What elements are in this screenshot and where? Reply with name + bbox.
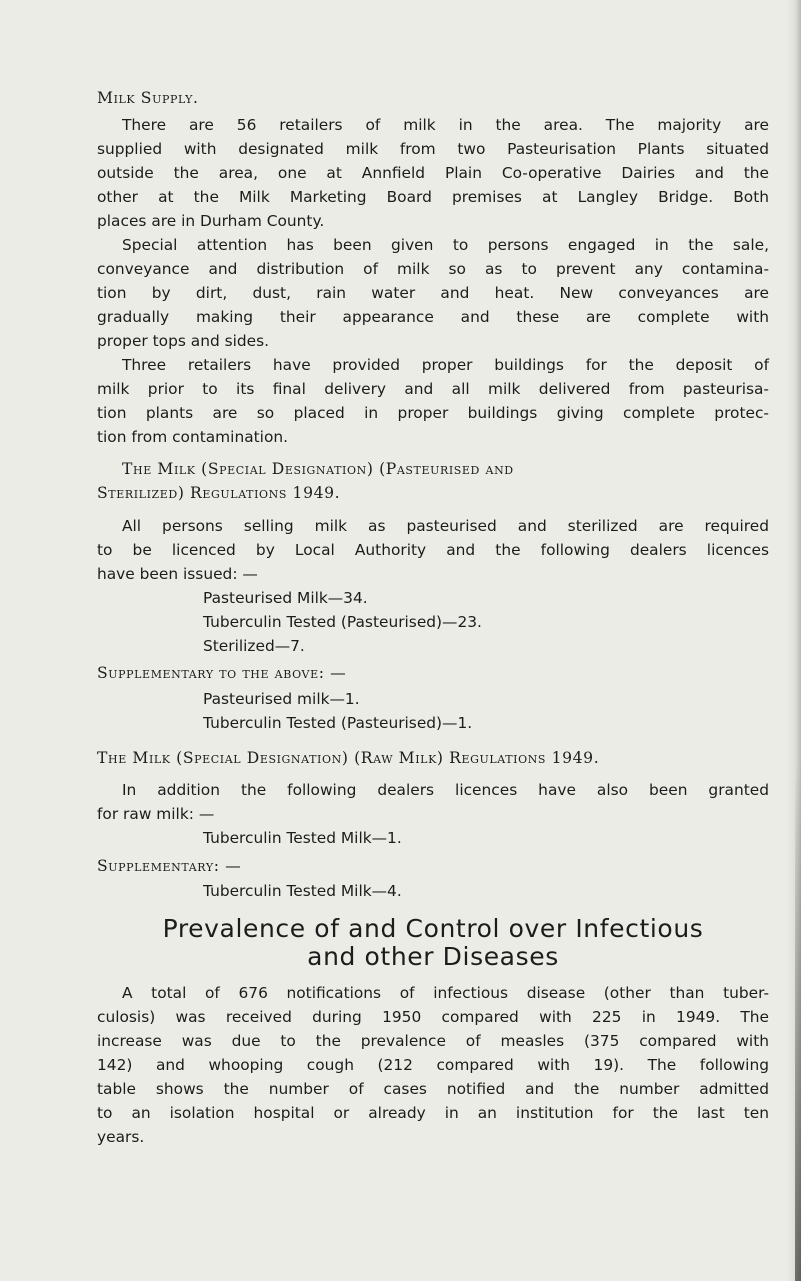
paragraph-line: culosis) was received during 1950 compared with 225 in 1949. The bbox=[97, 1008, 769, 1026]
paragraph-line: conveyance and distribution of milk so as to prevent any contamina- bbox=[97, 260, 769, 278]
paragraph-line: other at the Milk Marketing Board premises at Langley Bridge. Both bbox=[97, 188, 769, 206]
regulations-heading: The Milk (Special Designation) (Raw Milk) Regulations 1949. bbox=[97, 749, 600, 767]
paragraph-line: increase was due to the prevalence of measles (375 compared with bbox=[97, 1032, 769, 1050]
supplementary-label: Supplementary: — bbox=[97, 857, 242, 875]
paragraph-line: tion from contamination. bbox=[97, 428, 289, 446]
paragraph-line: All persons selling milk as pasteurised and sterilized are required bbox=[122, 517, 769, 535]
paragraph-line: milk prior to its final delivery and all milk delivered from pasteurisa- bbox=[97, 380, 769, 398]
page-edge-dark bbox=[795, 760, 801, 1281]
regulations-heading: Sterilized) Regulations 1949. bbox=[97, 484, 341, 502]
licence-item: Tuberculin Tested (Pasteurised)—1. bbox=[203, 714, 473, 732]
paragraph-line: supplied with designated milk from two Pasteurisation Plants situated bbox=[97, 140, 769, 158]
licence-item: Tuberculin Tested (Pasteurised)—23. bbox=[203, 613, 482, 631]
paragraph-line: gradually making their appearance and these are complete with bbox=[97, 308, 769, 326]
paragraph-line: Three retailers have provided proper buildings for the deposit of bbox=[122, 356, 769, 374]
licence-item: Tuberculin Tested Milk—4. bbox=[203, 882, 402, 900]
section-title-milk-supply: Milk Supply. bbox=[97, 89, 199, 107]
supplementary-label: Supplementary to the above: — bbox=[97, 664, 347, 682]
paragraph-line: proper tops and sides. bbox=[97, 332, 270, 350]
licence-item: Tuberculin Tested Milk—1. bbox=[203, 829, 402, 847]
paragraph-line: 142) and whooping cough (212 compared with 19). The following bbox=[97, 1056, 769, 1074]
paragraph-line: tion plants are so placed in proper buildings giving complete protec- bbox=[97, 404, 769, 422]
regulations-heading: The Milk (Special Designation) (Pasteurised and bbox=[122, 460, 514, 478]
section-heading-infectious: Prevalence of and Control over Infectious bbox=[162, 914, 704, 943]
paragraph-line: There are 56 retailers of milk in the area. The majority are bbox=[122, 116, 769, 134]
paragraph-line: outside the area, one at Annfield Plain Co-operative Dairies and the bbox=[97, 164, 769, 182]
section-heading-infectious: and other Diseases bbox=[307, 942, 559, 971]
paragraph-line: years. bbox=[97, 1128, 145, 1146]
licence-item: Pasteurised milk—1. bbox=[203, 690, 360, 708]
paragraph-line: tion by dirt, dust, rain water and heat. New conveyances are bbox=[97, 284, 769, 302]
licence-item: Sterilized—7. bbox=[203, 637, 305, 655]
paragraph-line: for raw milk: — bbox=[97, 805, 215, 823]
paragraph-line: In addition the following dealers licences have also been granted bbox=[122, 781, 769, 799]
paragraph-line: to be licenced by Local Authority and the following dealers licences bbox=[97, 541, 769, 559]
paragraph-line: Special attention has been given to persons engaged in the sale, bbox=[122, 236, 769, 254]
paragraph-line: table shows the number of cases notified and the number admitted bbox=[97, 1080, 769, 1098]
paragraph-line: have been issued: — bbox=[97, 565, 258, 583]
paragraph-line: places are in Durham County. bbox=[97, 212, 325, 230]
paragraph-line: to an isolation hospital or already in an institution for the last ten bbox=[97, 1104, 769, 1122]
paragraph-line: A total of 676 notifications of infectious disease (other than tuber- bbox=[122, 984, 769, 1002]
licence-item: Pasteurised Milk—34. bbox=[203, 589, 368, 607]
